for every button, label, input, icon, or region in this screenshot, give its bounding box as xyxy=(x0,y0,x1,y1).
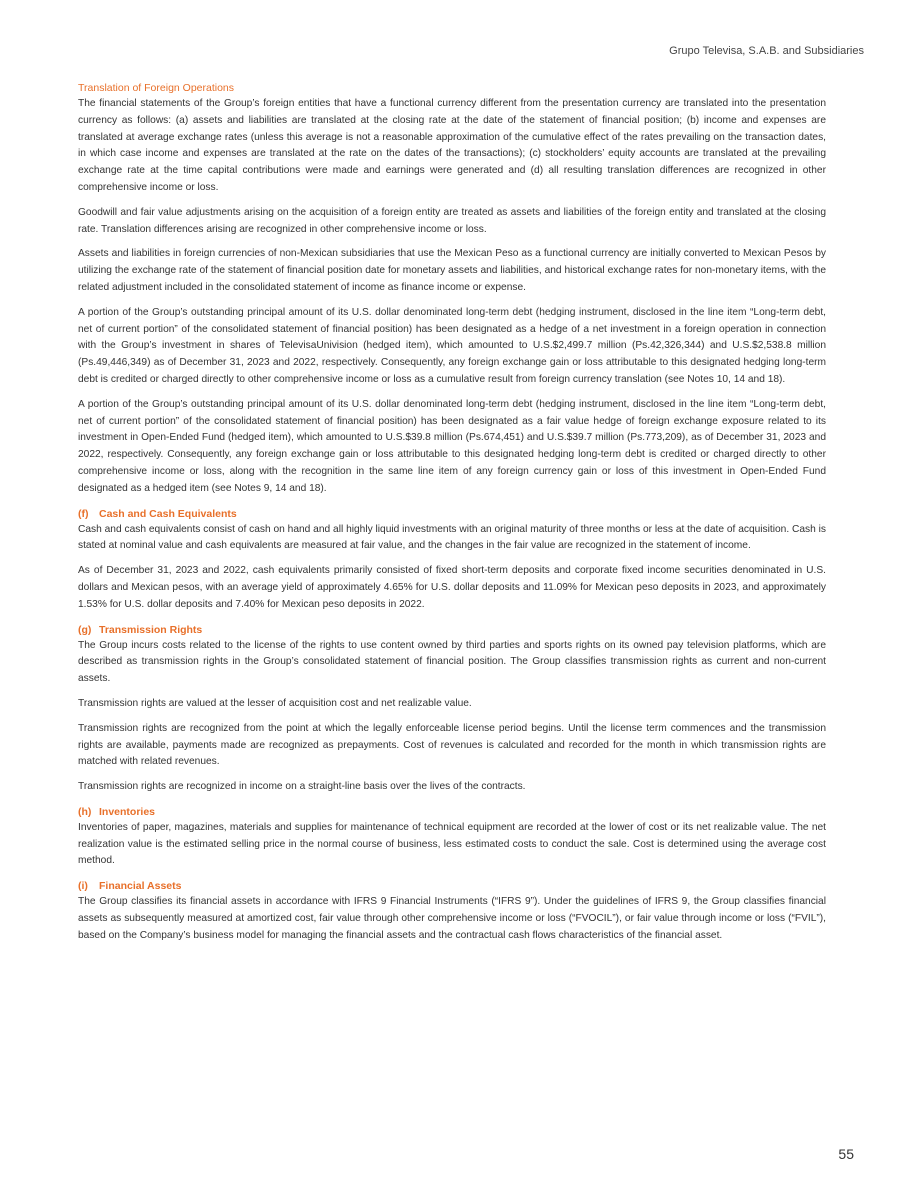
section-letter: (g) xyxy=(78,623,92,636)
section-heading xyxy=(78,506,826,522)
section-title: Transmission Rights xyxy=(99,623,203,636)
section-translation-foreign-operations xyxy=(78,80,826,498)
section-letter: (h) xyxy=(78,805,92,818)
section-cash-equivalents xyxy=(78,506,826,614)
section-heading xyxy=(78,622,826,638)
document-body xyxy=(78,80,826,953)
section-title: Financial Assets xyxy=(99,880,182,893)
paragraph: The Group classifies its financial assets in accordance with IFRS 9 Financial Instruments (“IFRS 9”). Under the guidelines of IFRS 9, the Group classifies financial assets as subsequently measured at amortized cost, fair value through other comprehensive income or loss (“FVOCIL”), or fair value through income or loss (“FVIL”), based on the Company’s business model for managing the financial assets and the contractual cash flows characteristics of the financial asset. xyxy=(78,896,826,941)
paragraph: Transmission rights are recognized from the point at which the legally enforceable license period begins. Until the license term commences and the transmission rights are available, payments made are recognized as prepayments. Cost of revenues is calculated and recorded for the month in which transmission rights are matched with related revenues. xyxy=(78,722,826,768)
page-header: Grupo Televisa, S.A.B. and Subsidiaries xyxy=(669,45,864,57)
paragraph: Transmission rights are valued at the lesser of acquisition cost and net realizable value. xyxy=(78,697,472,709)
section-heading: Translation of Foreign Operations xyxy=(78,82,235,94)
section-letter: (f) xyxy=(78,507,89,520)
section-heading xyxy=(78,804,826,820)
section-transmission-rights xyxy=(78,622,826,796)
page-number: 55 xyxy=(838,1146,854,1162)
paragraph: As of December 31, 2023 and 2022, cash equivalents primarily consisted of fixed short-term deposits and corporate fixed income securities denominated in U.S. dollars and Mexican pesos, with an average yield of approximately 4.65% for U.S. dollar deposits and 11.09% for Mexican peso deposits in 2023, and approximately 1.53% for U.S. dollar deposits and 7.40% for Mexican peso deposits in 2022. xyxy=(78,565,826,610)
paragraph: A portion of the Group’s outstanding principal amount of its U.S. dollar denominated long-term debt (hedging instrument, disclosed in the line item “Long-term debt, net of current portion” of the consolidated statement of financial position) has been designated as a fair value hedge of foreign exchange exposure related to its investment in Open-Ended Fund (hedged item), which amounted to U.S.$39.8 million (Ps.674,451) and U.S.$39.7 million (Ps.773,209), as of December 31, 2023 and 2022, respectively. Consequently, any foreign exchange gain or loss attributable to this designated hedging long-term debt is credited or charged directly to other comprehensive income or loss, along with the recognition in the same line item of any foreign currency gain or loss of this investment in Open-Ended Fund designated as a hedged item (see Notes 9, 14 and 18). xyxy=(78,398,826,494)
section-financial-assets xyxy=(78,878,826,944)
section-inventories xyxy=(78,804,826,870)
section-title: Inventories xyxy=(99,805,156,818)
paragraph: Cash and cash equivalents consist of cash on hand and all highly liquid investments with an original maturity of three months or less at the date of acquisition. Cash is stated at nominal value and cash equivalents are measured at fair value, and the changes in the fair value are recognized in the statement of income. xyxy=(78,523,826,552)
paragraph: Inventories of paper, magazines, materials and supplies for maintenance of technical equipment are recorded at the lower of cost or its net realizable value. The net realization value is the estimated selling price in the normal course of business, less estimated costs to conduct the sale. Cost is determined using the average cost method. xyxy=(78,821,826,867)
paragraph: A portion of the Group’s outstanding principal amount of its U.S. dollar denominated long-term debt (hedging instrument, disclosed in the line item “Long-term debt, net of current portion” of the consolidated statement of financial position) has been designated as a hedge of a net investment in a foreign operation in connection with the Group’s investment in shares of TelevisaUnivision (hedged item), which amounted to U.S.$2,499.7 million (Ps.42,326,344) and U.S.$2,538.8 million (Ps.49,446,349) as of December 31, 2023 and 2022, respectively. Consequently, any foreign exchange gain or loss attributable to this designated hedging long-term debt is credited or charged directly to other comprehensive income or loss as a cumulative result from foreign currency translation (see Notes 10, 14 and 18). xyxy=(78,306,826,385)
paragraph: The financial statements of the Group’s foreign entities that have a functional currency different from the presentation currency are translated into the presentation currency as follows: (a) assets and liabilities are translated at the closing rate at the date of the statement of financial position; (b) income and expenses are translated at average exchange rates (unless this average is not a reasonable approximation of the cumulative effect of the rates prevailing on the transaction dates, in which case income and expenses are translated at the rate on the dates of the transactions); (c) stockholders’ equity accounts are translated at the prevailing exchange rate at the time capital contributions were made and earnings were generated and (d) all resulting translation differences are recognized in other comprehensive income or loss. xyxy=(78,98,826,193)
paragraph: The Group incurs costs related to the license of the rights to use content owned by third parties and sports rights on its owned pay television platforms, which are described as transmission rights in the Group’s consolidated statement of financial position. The Group classifies transmission rights as current and non-current assets. xyxy=(78,639,826,685)
paragraph: Assets and liabilities in foreign currencies of non-Mexican subsidiaries that use the Mexican Peso as a functional currency are initially converted to Mexican Pesos by utilizing the exchange rate of the statement of financial position date for monetary assets and liabilities, and historical exchange rates for non-monetary items, with the related adjustment included in the consolidated statement of income as finance income or expense. xyxy=(78,248,826,293)
paragraph: Transmission rights are recognized in income on a straight-line basis over the lives of the contracts. xyxy=(78,781,526,793)
section-title: Cash and Cash Equivalents xyxy=(99,507,237,520)
paragraph: Goodwill and fair value adjustments arising on the acquisition of a foreign entity are treated as assets and liabilities of the foreign entity and translated at the closing rate. Translation differences arising are recognized in other comprehensive income or loss. xyxy=(78,206,826,235)
section-letter: (i) xyxy=(78,880,88,893)
section-heading xyxy=(78,878,826,894)
